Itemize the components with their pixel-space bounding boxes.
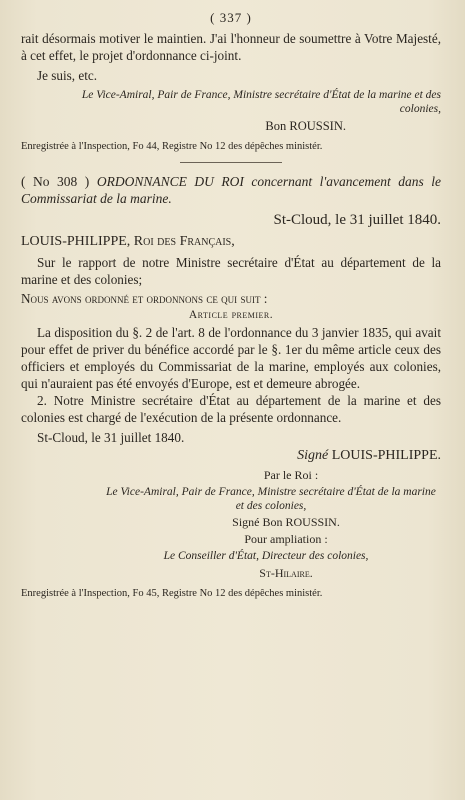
- section-divider: [180, 162, 282, 163]
- king-line: [21, 233, 441, 251]
- ordinance-dateline: St-Cloud, le 31 juillet 1840.: [273, 212, 441, 228]
- ordinance-preamble: Sur le rapport de notre Ministre secrétaire d'État au département de la marine et des colonies;: [21, 255, 441, 287]
- letter-registration: Enregistrée à l'Inspection, Fo 44, Registre No 12 des dépêches ministér.: [21, 141, 323, 152]
- councillor-title: Le Conseiller d'État, Directeur des colonies,: [163, 550, 369, 562]
- letter-continuation: rait désormais motiver le maintien. J'ai l'honneur de soumettre à Votre Majesté, à cet effet, le projet d'ordonnance ci-joint.: [21, 31, 441, 63]
- article-2: 2. Notre Ministre secrétaire d'État au département de la marine et des colonies est chargé de l'exécution de la présente ordonnance.: [21, 393, 441, 425]
- letter-closing: Je suis, etc.: [37, 68, 98, 83]
- page-content: [21, 10, 441, 601]
- ordinance-place-date: St-Cloud, le 31 juillet 1840.: [37, 430, 185, 445]
- ampliation: Pour ampliation :: [244, 532, 328, 546]
- page-number: ( 337 ): [210, 10, 252, 25]
- ordinance-ordain: Nous avons ordonné et ordonnons ce qui suit :: [21, 291, 268, 306]
- king-name: LOUIS-PHILIPPE,: [21, 234, 131, 249]
- ordinance-heading: [21, 173, 441, 207]
- royal-signature: [21, 448, 441, 464]
- ordinance-title: ORDONNANCE DU ROI concernant l'avancement dans le Commissariat de la marine.: [21, 174, 442, 206]
- ordinance-number: ( No 308 ): [21, 174, 90, 189]
- article-1: La disposition du §. 2 de l'art. 8 de l'ordonnance du 3 janvier 1835, qui avait pour effet de priver du bénéfice accordé par le §. 1er du même article ceux des officiers et employés du Commissariat de la marine, employés aux colonies, qui n'auraient pas été envoyés d'Europe, est et demeure abrogée.: [21, 325, 441, 391]
- minister-signed: Signé Bon ROUSSIN.: [232, 515, 340, 529]
- ordinance-registration: Enregistrée à l'Inspection, Fo 45, Registre No 12 des dépêches ministér.: [21, 588, 323, 599]
- article-heading: Article premier.: [188, 309, 274, 321]
- king-title: Roi des Français,: [133, 234, 235, 249]
- letter-signatory-title: Le Vice-Amiral, Pair de France, Ministre secrétaire d'État de la marine et des colonies,: [81, 89, 441, 115]
- signed-word: Signé: [297, 448, 329, 463]
- councillor-name: St-Hilaire.: [259, 566, 313, 580]
- par-le-roi: Par le Roi :: [263, 468, 319, 482]
- minister-title: Le Vice-Amiral, Pair de France, Ministre secrétaire d'État de la marine et des colonies,: [106, 486, 436, 512]
- king-signature: LOUIS-PHILIPPE.: [331, 448, 441, 463]
- letter-signatory-name: Bon ROUSSIN.: [265, 119, 346, 133]
